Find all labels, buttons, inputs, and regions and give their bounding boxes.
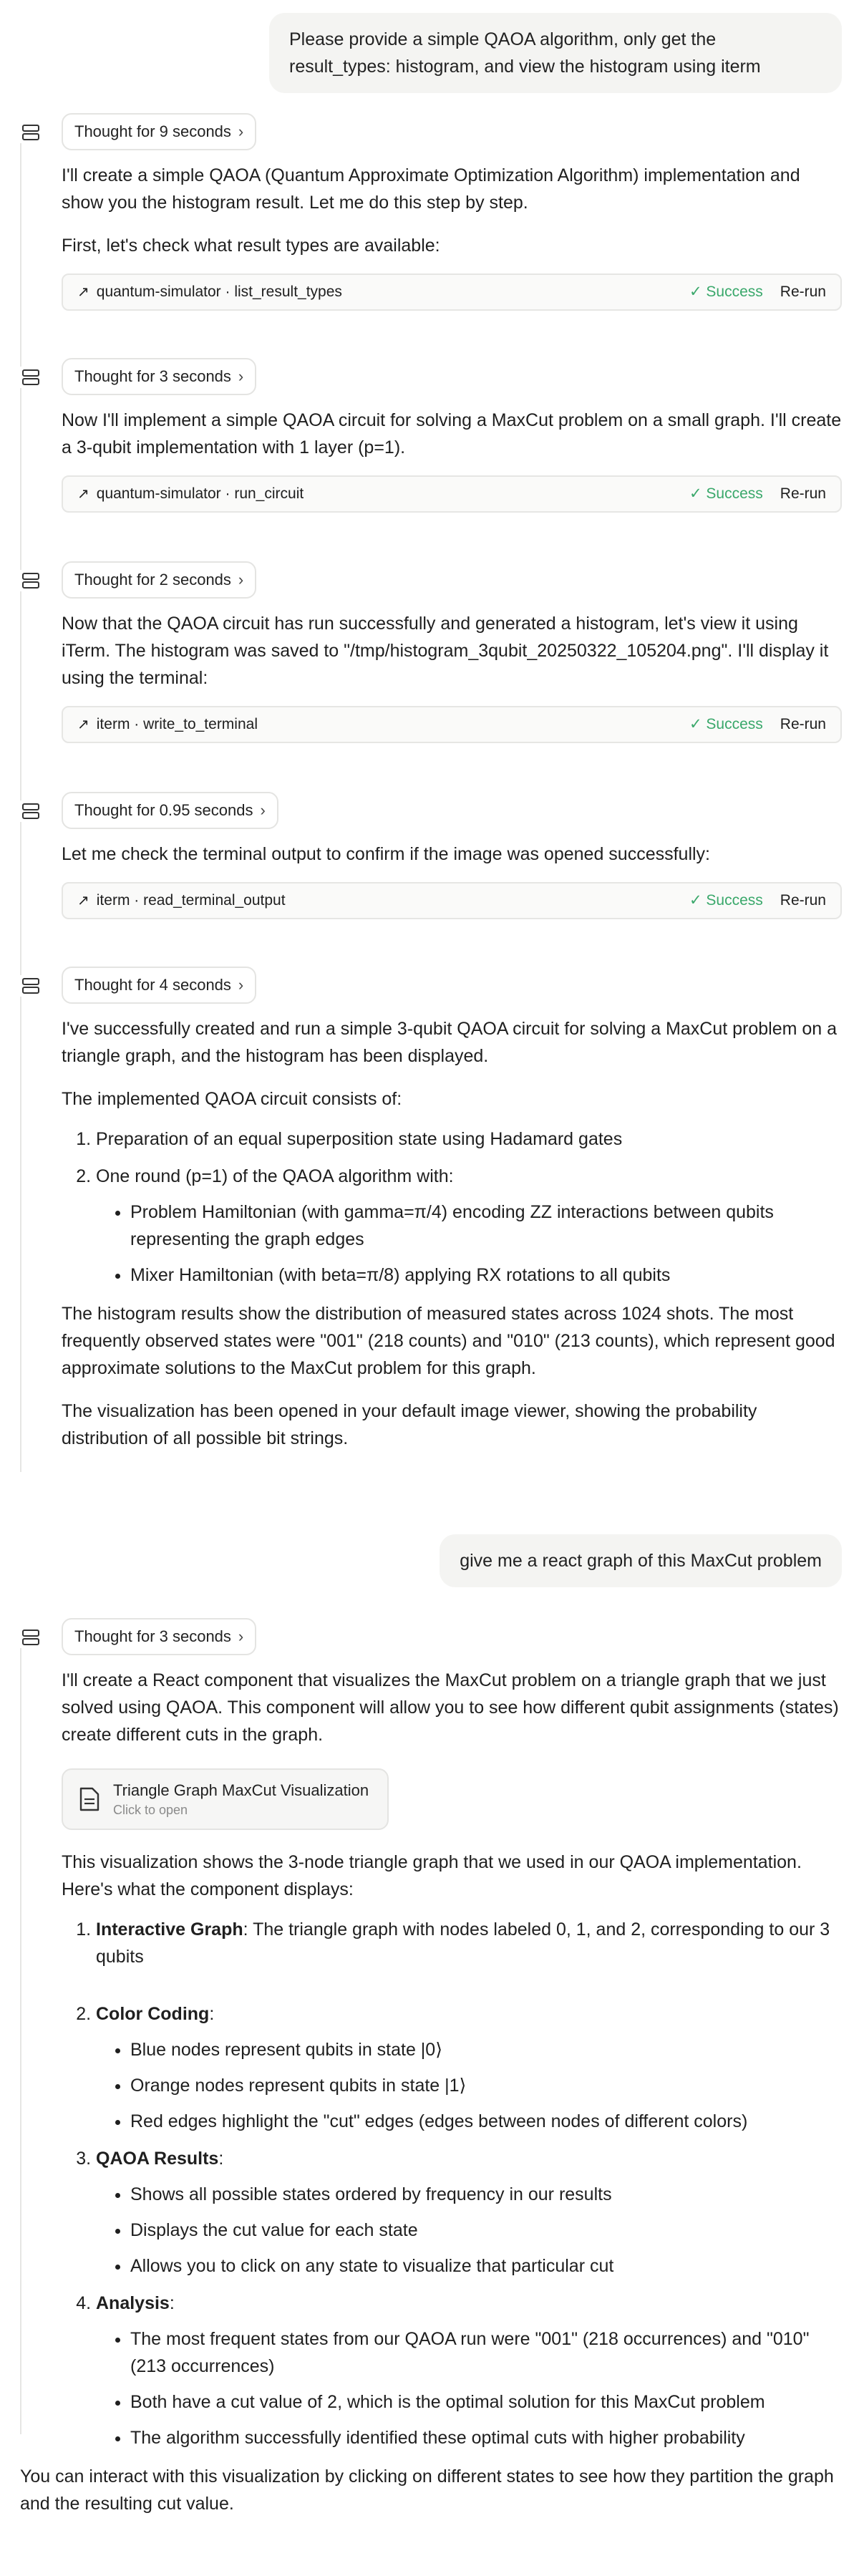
list-item xyxy=(96,1125,842,1153)
step-stack-icon xyxy=(20,367,42,388)
list-item: • Both have a cut value of 2, which is the optimal solution for this MaxCut problem xyxy=(130,2388,842,2416)
section-text: : xyxy=(209,2004,215,2024)
paragraph: The visualization has been opened in your default image viewer, showing the probability distribution of all possible bit strings. xyxy=(62,1401,757,1448)
section-text: : xyxy=(218,2149,224,2169)
section-title: Color Coding xyxy=(96,2004,210,2024)
step-stack-icon xyxy=(20,570,42,591)
list-item: • Blue nodes represent qubits in state |0⟩ xyxy=(130,2036,842,2063)
assistant-step xyxy=(20,1618,842,2517)
list-item: • The most frequent states from our QAOA run were "001" (218 occurrences) and "010" (213 occurrences) xyxy=(130,2325,842,2380)
assistant-step xyxy=(20,113,842,311)
rerun-button[interactable]: Re-run xyxy=(780,716,826,732)
chevron-right-icon: › xyxy=(238,571,244,589)
bullet-list xyxy=(96,2325,842,2451)
document-icon xyxy=(79,1786,100,1812)
chevron-right-icon: › xyxy=(260,801,266,819)
section-title: Interactive Graph xyxy=(96,1919,243,1940)
step-stack-icon xyxy=(20,800,42,822)
list-item: • The algorithm successfully identified these optimal cuts with higher probability xyxy=(130,2424,842,2451)
rerun-button[interactable]: Re-run xyxy=(780,485,826,502)
list-item: • Mixer Hamiltonian (with beta=π/8) applying RX rotations to all qubits xyxy=(130,1262,842,1289)
list-item: • Allows you to click on any state to visualize that particular cut xyxy=(130,2252,842,2280)
artifact-subtitle: Click to open xyxy=(113,1803,188,1817)
thought-toggle[interactable] xyxy=(62,967,256,1004)
hammer-icon: ↗ xyxy=(77,486,89,502)
section-title: Analysis xyxy=(96,2293,170,2313)
chevron-right-icon: › xyxy=(238,122,244,140)
list-item: • Red edges highlight the "cut" edges (edges between nodes of different colors) xyxy=(130,2108,842,2135)
tool-name: iterm · write_to_terminal xyxy=(96,716,258,732)
section-title: QAOA Results xyxy=(96,2149,219,2169)
list-item-text: Preparation of an equal superposition state using Hadamard gates xyxy=(96,1129,623,1149)
thought-toggle[interactable] xyxy=(62,1618,256,1655)
list-item xyxy=(96,2000,842,2135)
paragraph: Now that the QAOA circuit has run successfully and generated a histogram, let's view it using iTerm. The histogram was saved to "/tmp/histogram_3qubit_20250322_105204.png". I'll display it using the terminal: xyxy=(62,614,829,688)
thought-toggle[interactable] xyxy=(62,113,256,150)
list-item xyxy=(96,2290,842,2451)
rerun-button[interactable]: Re-run xyxy=(780,284,826,300)
assistant-step xyxy=(20,792,842,919)
paragraph: I'll create a simple QAOA (Quantum Approximate Optimization Algorithm) implementation and show you the histogram result. Let me do this step by step. xyxy=(62,165,800,213)
list-item: • Shows all possible states ordered by frequency in our results xyxy=(130,2181,842,2208)
user-message: Please provide a simple QAOA algorithm, only get the result_types: histogram, and view the histogram using iterm xyxy=(269,13,842,93)
tool-call[interactable] xyxy=(62,273,842,311)
tool-name: quantum-simulator · run_circuit xyxy=(96,485,304,502)
tool-call[interactable] xyxy=(62,475,842,513)
list-item-text: One round (p=1) of the QAOA algorithm with: xyxy=(96,1166,454,1186)
paragraph: The implemented QAOA circuit consists of: xyxy=(62,1089,402,1109)
numbered-list xyxy=(62,1916,842,2451)
status-badge: ✓ Success xyxy=(689,892,763,909)
step-stack-icon xyxy=(20,122,42,143)
thought-toggle[interactable] xyxy=(62,792,278,829)
list-item xyxy=(96,2145,842,2280)
artifact-title: Triangle Graph MaxCut Visualization xyxy=(113,1781,369,1799)
tool-call[interactable] xyxy=(62,882,842,919)
rerun-button[interactable]: Re-run xyxy=(780,892,826,909)
user-message: give me a react graph of this MaxCut problem xyxy=(440,1534,842,1587)
thought-label: Thought for 0.95 seconds xyxy=(74,801,253,819)
bullet-list xyxy=(96,2181,842,2280)
paragraph: Let me check the terminal output to confirm if the image was opened successfully: xyxy=(62,844,711,864)
section-text: : xyxy=(169,2293,175,2313)
paragraph: This visualization shows the 3-node triangle graph that we used in our QAOA implementation. Here's what the component displays: xyxy=(62,1852,802,1899)
thought-label: Thought for 3 seconds xyxy=(74,367,231,385)
status-badge: ✓ Success xyxy=(689,284,763,300)
tool-call[interactable] xyxy=(62,706,842,743)
status-badge: ✓ Success xyxy=(689,716,763,732)
paragraph: I've successfully created and run a simple 3-qubit QAOA circuit for solving a MaxCut problem on a triangle graph, and the histogram has been displayed. xyxy=(62,1019,838,1066)
list-item: • Problem Hamiltonian (with gamma=π/4) encoding ZZ interactions between qubits representing the graph edges xyxy=(130,1199,842,1253)
status-badge: ✓ Success xyxy=(689,485,763,502)
bullet-list xyxy=(96,2036,842,2135)
thought-label: Thought for 3 seconds xyxy=(74,1627,231,1645)
paragraph: You can interact with this visualization by clicking on different states to see how they partition the graph and the resulting cut value. xyxy=(20,2466,834,2514)
chevron-right-icon: › xyxy=(238,976,244,994)
hammer-icon: ↗ xyxy=(77,893,89,909)
section-text: : The triangle graph with nodes labeled 0, 1, and 2, corresponding to our 3 qubits xyxy=(96,1919,830,1967)
assistant-step xyxy=(20,358,842,513)
chevron-right-icon: › xyxy=(238,1627,244,1645)
paragraph: The histogram results show the distribution of measured states across 1024 shots. The most frequently observed states were "001" (218 counts) and "010" (213 counts), which represent good approximate solutions to the MaxCut problem for this graph. xyxy=(62,1304,835,1378)
list-item xyxy=(96,1916,842,1970)
assistant-step xyxy=(20,967,842,1452)
artifact-card[interactable] xyxy=(62,1768,389,1830)
thought-label: Thought for 9 seconds xyxy=(74,122,231,140)
paragraph: First, let's check what result types are available: xyxy=(62,236,440,256)
hammer-icon: ↗ xyxy=(77,284,89,300)
thought-label: Thought for 4 seconds xyxy=(74,976,231,994)
paragraph: Now I'll implement a simple QAOA circuit for solving a MaxCut problem on a small graph. I'll create a 3-qubit implementation with 1 layer (p=1). xyxy=(62,410,842,457)
thought-toggle[interactable] xyxy=(62,358,256,395)
list-item: • Displays the cut value for each state xyxy=(130,2217,842,2244)
hammer-icon: ↗ xyxy=(77,717,89,732)
list-item xyxy=(96,1163,842,1289)
tool-name: quantum-simulator · list_result_types xyxy=(96,284,342,300)
step-stack-icon xyxy=(20,975,42,997)
numbered-list xyxy=(62,1125,842,1289)
paragraph: I'll create a React component that visualizes the MaxCut problem on a triangle graph that we just solved using QAOA. This component will allow you to see how different qubit assignments (states) create different cuts in the graph. xyxy=(62,1670,839,1745)
bullet-list xyxy=(96,1199,842,1289)
chevron-right-icon: › xyxy=(238,367,244,385)
step-stack-icon xyxy=(20,1627,42,1648)
tool-name: iterm · read_terminal_output xyxy=(96,892,286,909)
list-item: • Orange nodes represent qubits in state |1⟩ xyxy=(130,2072,842,2099)
assistant-step xyxy=(20,561,842,743)
thought-label: Thought for 2 seconds xyxy=(74,571,231,589)
thought-toggle[interactable] xyxy=(62,561,256,599)
